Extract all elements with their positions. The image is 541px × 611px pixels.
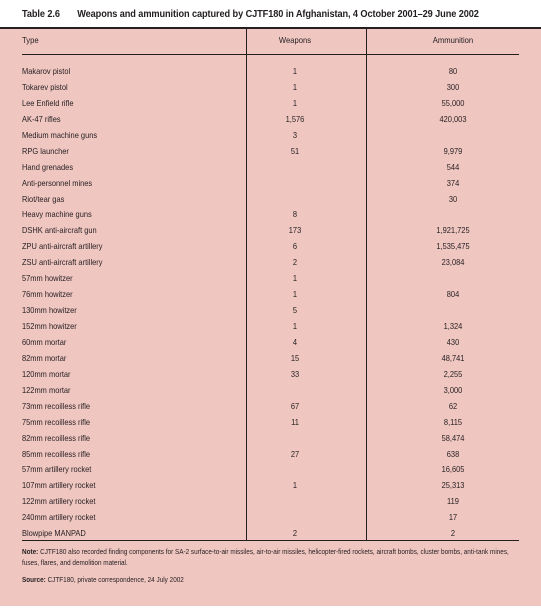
cell-type: 60mm mortar xyxy=(22,336,67,347)
cell-weapons: 67 xyxy=(290,400,300,411)
cell-type: 85mm recoilless rifle xyxy=(22,448,91,459)
table-caption xyxy=(22,9,479,25)
table-row xyxy=(0,415,541,431)
cell-weapons: 1 xyxy=(292,97,298,108)
table-row xyxy=(0,447,541,463)
cell-type: 82mm recoilless rifle xyxy=(22,432,91,443)
cell-ammunition: 1,921,725 xyxy=(436,225,470,236)
table-row xyxy=(0,96,541,112)
cell-ammunition: 1,324 xyxy=(443,321,463,331)
cell-weapons: 2 xyxy=(292,257,298,268)
cell-type: 73mm recoilless rifle xyxy=(22,400,91,411)
cell-type: 122mm artillery rocket xyxy=(22,496,96,507)
bottom-rule xyxy=(22,540,519,541)
cell-ammunition: 804 xyxy=(446,289,460,300)
table-note xyxy=(22,547,517,569)
table-source xyxy=(22,576,184,584)
cell-ammunition: 638 xyxy=(446,448,460,459)
table-row xyxy=(0,271,541,287)
cell-ammunition: 23,084 xyxy=(441,257,465,268)
cell-weapons: 5 xyxy=(292,305,298,316)
table-row xyxy=(0,383,541,399)
table-row xyxy=(0,128,541,144)
cell-type: 107mm artillery rocket xyxy=(22,480,96,491)
cell-weapons: 1 xyxy=(292,321,298,331)
cell-ammunition: 119 xyxy=(447,496,459,507)
cell-weapons: 1 xyxy=(292,81,298,92)
cell-ammunition: 55,000 xyxy=(441,97,465,108)
cell-type: AK-47 rifles xyxy=(22,113,61,124)
table-row xyxy=(0,176,541,192)
cell-type: ZSU anti-aircraft artillery xyxy=(22,257,103,268)
cell-weapons: 27 xyxy=(290,448,300,459)
cell-ammunition: 1,535,475 xyxy=(436,241,470,252)
note-label: Note: xyxy=(22,548,39,556)
table-row xyxy=(0,239,541,255)
table-row xyxy=(0,303,541,319)
column-header-weapons: Weapons xyxy=(278,35,312,45)
table-row xyxy=(0,64,541,80)
cell-ammunition: 300 xyxy=(446,81,460,92)
column-header-type: Type xyxy=(22,35,39,45)
table-row xyxy=(0,319,541,335)
cell-ammunition: 17 xyxy=(448,512,458,523)
cell-weapons: 1 xyxy=(292,480,298,491)
cell-ammunition: 30 xyxy=(448,193,458,204)
table-header xyxy=(22,35,519,49)
cell-ammunition: 58,474 xyxy=(441,432,465,443)
table-row xyxy=(0,478,541,494)
note-text: CJTF180 also recorded finding components for SA-2 surface-to-air missiles, air-to-air missiles, helicopter-fired rockets, aircraft bombs, cluster bombs, anti-tank mines, fuses, flares, and demolition material. xyxy=(22,548,509,567)
table-row xyxy=(0,287,541,303)
table-row xyxy=(0,207,541,223)
cell-type: DSHK anti-aircraft gun xyxy=(22,225,97,236)
table-row xyxy=(0,335,541,351)
cell-type: Hand grenades xyxy=(22,161,74,172)
table-panel xyxy=(0,29,541,606)
cell-type: 57mm artillery rocket xyxy=(22,464,92,475)
cell-type: Anti-personnel mines xyxy=(22,177,93,188)
cell-weapons: 15 xyxy=(290,352,300,363)
table-row xyxy=(0,223,541,239)
cell-weapons: 51 xyxy=(290,145,300,156)
cell-weapons: 6 xyxy=(292,241,298,252)
cell-ammunition: 430 xyxy=(446,336,460,347)
header-rule xyxy=(22,54,519,55)
cell-weapons: 4 xyxy=(292,336,298,347)
cell-ammunition: 48,741 xyxy=(441,352,465,363)
cell-type: Blowpipe MANPAD xyxy=(22,528,86,539)
cell-weapons: 1 xyxy=(292,273,298,284)
cell-type: Tokarev pistol xyxy=(22,81,68,92)
table-row xyxy=(0,192,541,208)
table-row xyxy=(0,367,541,383)
cell-type: 120mm mortar xyxy=(22,368,71,379)
cell-ammunition: 16,605 xyxy=(441,464,465,475)
cell-weapons: 33 xyxy=(290,368,300,379)
source-label: Source: xyxy=(22,576,46,584)
cell-ammunition: 9,979 xyxy=(443,145,463,156)
table-row xyxy=(0,80,541,96)
cell-ammunition: 3,000 xyxy=(443,384,463,395)
table-row xyxy=(0,112,541,128)
table-row xyxy=(0,431,541,447)
cell-weapons: 173 xyxy=(288,225,302,236)
source-text: CJTF180, private correspondence, 24 July 2002 xyxy=(47,576,184,584)
table-row xyxy=(0,160,541,176)
table-row xyxy=(0,494,541,510)
cell-weapons: 2 xyxy=(292,528,298,539)
cell-type: 130mm howitzer xyxy=(22,305,77,316)
cell-type: RPG launcher xyxy=(22,145,69,156)
table-row xyxy=(0,399,541,415)
cell-type: 75mm recoilless rifle xyxy=(22,416,91,427)
cell-ammunition: 25,313 xyxy=(441,480,465,491)
table-body xyxy=(0,64,541,542)
cell-type: Heavy machine guns xyxy=(22,209,92,220)
cell-weapons: 3 xyxy=(292,129,298,140)
column-header-ammunition: Ammunition xyxy=(432,35,474,45)
cell-type: Riot/tear gas xyxy=(22,193,65,204)
cell-weapons: 8 xyxy=(292,209,298,220)
cell-ammunition: 2,255 xyxy=(443,368,463,379)
cell-weapons: 1,576 xyxy=(285,113,305,124)
cell-type: Lee Enfield rifle xyxy=(22,97,74,108)
cell-type: 82mm mortar xyxy=(22,352,67,363)
cell-weapons: 11 xyxy=(291,416,299,427)
cell-ammunition: 2 xyxy=(450,528,456,539)
table-title: Weapons and ammunition captured by CJTF180 in Afghanistan, 4 October 2001–29 June 2002 xyxy=(77,9,479,20)
cell-type: Medium machine guns xyxy=(22,129,98,140)
cell-type: 122mm mortar xyxy=(22,384,71,395)
cell-ammunition: 8,115 xyxy=(443,416,463,427)
table-row xyxy=(0,462,541,478)
cell-type: 57mm howitzer xyxy=(22,273,73,284)
table-number: Table 2.6 xyxy=(22,9,60,20)
cell-type: Makarov pistol xyxy=(22,66,71,76)
table-row xyxy=(0,255,541,271)
table-row xyxy=(0,351,541,367)
cell-type: ZPU anti-aircraft artillery xyxy=(22,241,103,252)
cell-type: 76mm howitzer xyxy=(22,289,73,300)
cell-ammunition: 62 xyxy=(448,400,458,411)
cell-ammunition: 374 xyxy=(446,177,460,188)
cell-ammunition: 544 xyxy=(446,161,460,172)
cell-type: 152mm howitzer xyxy=(22,321,77,331)
cell-ammunition: 80 xyxy=(448,66,458,76)
table-row xyxy=(0,144,541,160)
table-row xyxy=(0,510,541,526)
cell-weapons: 1 xyxy=(292,66,298,76)
cell-type: 240mm artillery rocket xyxy=(22,512,96,523)
cell-weapons: 1 xyxy=(292,289,298,300)
cell-ammunition: 420,003 xyxy=(439,113,467,124)
